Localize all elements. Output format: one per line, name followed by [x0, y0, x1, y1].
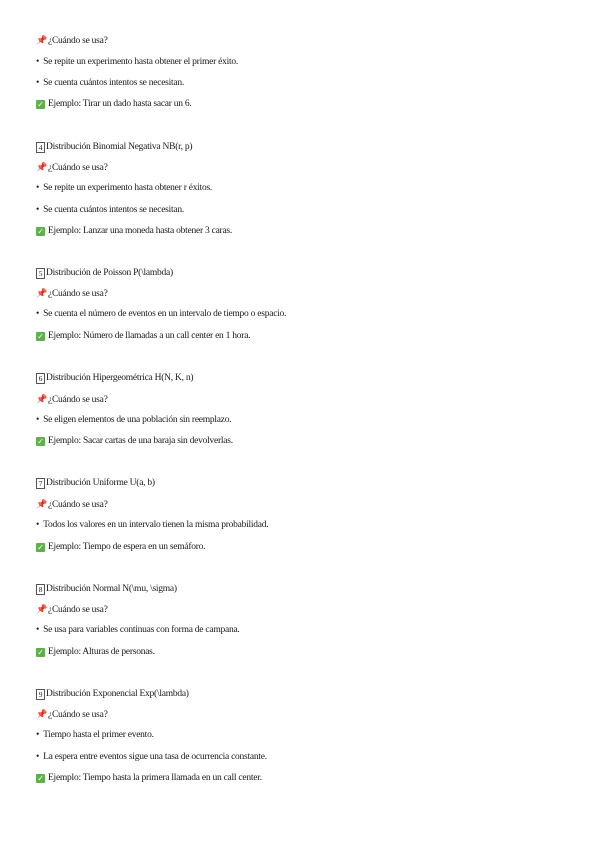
check-mark-icon: ✓ — [37, 437, 44, 446]
bullet-marker: • — [36, 752, 40, 762]
bullet-line — [36, 414, 231, 426]
question-line — [36, 34, 108, 47]
bullet-line — [36, 751, 267, 763]
bullet-line — [36, 308, 286, 320]
question-text: ¿Cuándo se usa? — [48, 289, 108, 299]
example-text: Ejemplo: Sacar cartas de una baraja sin devolverlas. — [48, 436, 233, 446]
check-mark-icon: ✓ — [37, 100, 44, 109]
bullet-line — [36, 77, 184, 89]
bullet-text: Tiempo hasta el primer evento. — [43, 730, 154, 740]
example-text: Ejemplo: Tirar un dado hasta sacar un 6. — [48, 99, 192, 109]
bullet-marker: • — [36, 625, 40, 635]
bullet-text: Se repite un experimento hasta obtener r éxitos. — [43, 183, 213, 193]
bullet-marker: • — [36, 415, 40, 425]
keycap-digit-icon: 6 — [36, 373, 45, 384]
pushpin-icon: 📌 — [36, 499, 47, 509]
check-mark-icon: ✓ — [37, 227, 44, 236]
example-line — [36, 330, 250, 342]
example-line — [36, 98, 192, 110]
keycap-digit-icon: 4 — [36, 142, 45, 153]
check-mark-icon: ✓ — [37, 332, 44, 341]
example-text: Ejemplo: Tiempo de espera en un semáforo. — [48, 542, 206, 552]
pushpin-icon: 📌 — [36, 604, 47, 614]
question-text: ¿Cuándo se usa? — [48, 710, 108, 720]
section-heading — [36, 141, 192, 153]
question-text: ¿Cuándo se usa? — [48, 605, 108, 615]
example-text: Ejemplo: Tiempo hasta la primera llamada en un call center. — [48, 773, 262, 783]
bullet-text: La espera entre eventos sigue una tasa de ocurrencia constante. — [43, 752, 267, 762]
bullet-marker: • — [36, 730, 40, 740]
bullet-text: Todos los valores en un intervalo tienen la misma probabilidad. — [43, 520, 269, 530]
section-heading — [36, 583, 177, 595]
bullet-text: Se cuenta el número de eventos en un intervalo de tiempo o espacio. — [43, 309, 287, 319]
example-line — [36, 435, 233, 447]
pushpin-icon: 📌 — [36, 709, 47, 719]
question-text: ¿Cuándo se usa? — [48, 500, 108, 510]
keycap-digit-icon: 9 — [36, 689, 45, 700]
bullet-line — [36, 729, 154, 741]
bullet-text: Se eligen elementos de una población sin reemplazo. — [43, 415, 232, 425]
section-title: Distribución Binomial Negativa NB(r, p) — [46, 142, 193, 152]
example-text: Ejemplo: Lanzar una moneda hasta obtener 3 caras. — [48, 226, 232, 236]
question-line — [36, 161, 108, 174]
section-title: Distribución Hipergeométrica H(N, K, n) — [46, 373, 194, 383]
bullet-marker: • — [36, 205, 40, 215]
bullet-text: Se usa para variables continuas con forma de campana. — [43, 625, 240, 635]
example-text: Ejemplo: Número de llamadas a un call center en 1 hora. — [48, 331, 251, 341]
section-heading — [36, 688, 189, 700]
question-text: ¿Cuándo se usa? — [48, 36, 108, 46]
example-line — [36, 541, 205, 553]
bullet-marker: • — [36, 520, 40, 530]
example-line — [36, 772, 262, 784]
example-line — [36, 225, 232, 237]
bullet-text: Se cuenta cuántos intentos se necesitan. — [43, 78, 184, 88]
bullet-marker: • — [36, 309, 40, 319]
check-mark-icon: ✓ — [37, 774, 44, 783]
example-text: Ejemplo: Alturas de personas. — [48, 647, 155, 657]
bullet-text: Se repite un experimento hasta obtener el primer éxito. — [43, 57, 238, 67]
keycap-digit-icon: 7 — [36, 478, 45, 489]
question-line — [36, 393, 108, 406]
section-heading — [36, 372, 193, 384]
section-title: Distribución Uniforme U(a, b) — [46, 478, 155, 488]
pushpin-icon: 📌 — [36, 162, 47, 172]
pushpin-icon: 📌 — [36, 288, 47, 298]
bullet-line — [36, 624, 240, 636]
section-heading — [36, 477, 155, 489]
bullet-line — [36, 182, 212, 194]
section-title: Distribución de Poisson P(\lambda) — [46, 268, 173, 278]
example-line — [36, 646, 155, 658]
keycap-digit-icon: 8 — [36, 584, 45, 595]
question-text: ¿Cuándo se usa? — [48, 395, 108, 405]
bullet-marker: • — [36, 183, 40, 193]
section-title: Distribución Exponencial Exp(\lambda) — [46, 689, 189, 699]
bullet-marker: • — [36, 78, 40, 88]
bullet-marker: • — [36, 57, 40, 67]
question-line — [36, 287, 108, 300]
pushpin-icon: 📌 — [36, 394, 47, 404]
question-line — [36, 603, 108, 616]
check-mark-icon: ✓ — [37, 648, 44, 657]
keycap-digit-icon: 5 — [36, 268, 45, 279]
bullet-line — [36, 56, 238, 68]
section-title: Distribución Normal N(\mu, \sigma) — [46, 584, 177, 594]
question-line — [36, 498, 108, 511]
section-heading — [36, 267, 173, 279]
question-line — [36, 708, 108, 721]
check-mark-icon: ✓ — [37, 543, 44, 552]
bullet-text: Se cuenta cuántos intentos se necesitan. — [43, 205, 184, 215]
bullet-line — [36, 204, 184, 216]
bullet-line — [36, 519, 268, 531]
pushpin-icon: 📌 — [36, 35, 47, 45]
question-text: ¿Cuándo se usa? — [48, 163, 108, 173]
